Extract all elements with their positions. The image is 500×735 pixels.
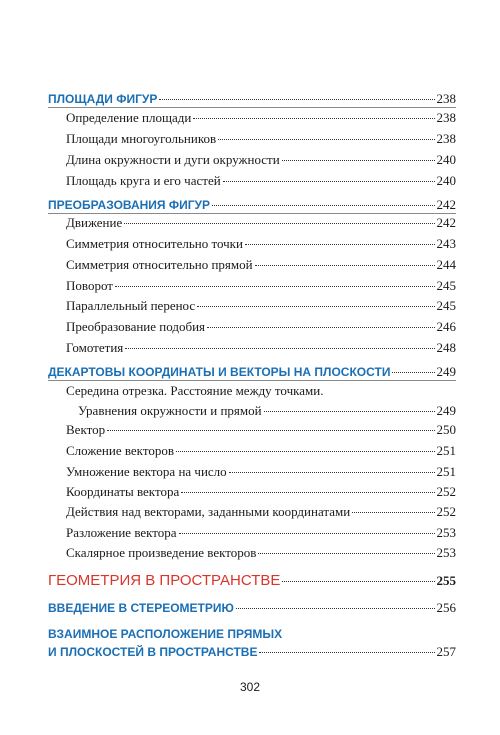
dot-leader (218, 138, 434, 140)
page-ref: 238 (436, 110, 456, 125)
toc-item[interactable] (66, 236, 456, 252)
toc-section-intro-stereometry[interactable] (48, 600, 456, 616)
dot-leader (124, 222, 434, 224)
page-ref: 251 (436, 464, 456, 479)
toc-item[interactable] (66, 545, 456, 561)
dot-leader (207, 326, 434, 328)
part-title: ГЕОМЕТРИЯ В ПРОСТРАНСТВЕ (48, 572, 281, 589)
dot-leader (229, 471, 435, 473)
toc-item[interactable] (66, 525, 456, 541)
item-label: Симметрия относительно прямой (66, 257, 253, 272)
item-label: Движение (66, 215, 123, 230)
toc-item[interactable] (66, 504, 456, 520)
page-ref: 253 (436, 545, 456, 560)
page-ref: 252 (436, 504, 456, 519)
page-ref: 245 (436, 298, 456, 313)
page-ref: 242 (436, 197, 456, 212)
page-ref: 244 (436, 257, 456, 272)
toc-item[interactable] (66, 152, 456, 168)
toc-item[interactable] (66, 319, 456, 335)
toc-item[interactable] (66, 215, 456, 231)
page-ref: 243 (436, 236, 456, 251)
dot-leader (258, 552, 434, 554)
dot-leader (193, 117, 434, 119)
item-label: Умножение вектора на число (66, 464, 227, 479)
page-ref: 240 (436, 173, 456, 188)
page-ref: 251 (436, 443, 456, 458)
item-label: Сложение векторов (66, 443, 174, 458)
page-ref: 253 (436, 525, 456, 540)
section-divider (48, 213, 456, 214)
item-label: Вектор (66, 422, 106, 437)
dot-leader (282, 580, 434, 582)
item-label: Площадь круга и его частей (66, 173, 221, 188)
section-title: ПРЕОБРАЗОВАНИЯ ФИГУР (48, 198, 211, 212)
dot-leader (282, 159, 435, 161)
dot-leader (125, 347, 434, 349)
toc-section-coordinates-vectors[interactable] (48, 364, 456, 380)
item-label: Гомотетия (66, 340, 124, 355)
section-divider (48, 107, 456, 108)
item-label: Координаты вектора (66, 484, 180, 499)
section-title: ДЕКАРТОВЫ КООРДИНАТЫ И ВЕКТОРЫ НА ПЛОСКОСТИ (48, 365, 391, 379)
dot-leader (176, 450, 435, 452)
section-title: ВВЕДЕНИЕ В СТЕРЕОМЕТРИЮ (48, 601, 234, 615)
dot-leader (181, 491, 434, 493)
toc-part-solid-geometry[interactable] (48, 572, 456, 589)
toc-item[interactable] (78, 403, 456, 419)
page-number: 302 (239, 680, 261, 694)
toc-item-first-line[interactable]: Середина отрезка. Расстояние между точками. (66, 383, 324, 398)
section-divider (48, 380, 456, 381)
toc-item[interactable] (66, 298, 456, 314)
toc-item[interactable] (66, 173, 456, 189)
dot-leader (236, 607, 435, 609)
page-ref: 252 (436, 484, 456, 499)
dot-leader (259, 651, 434, 653)
toc-item[interactable] (66, 464, 456, 480)
page-ref: 248 (436, 340, 456, 355)
toc-item[interactable] (66, 278, 456, 294)
page-ref: 249 (436, 403, 456, 418)
toc-section-transformations[interactable] (48, 197, 456, 213)
page-ref: 240 (436, 152, 456, 167)
dot-leader (255, 264, 435, 266)
item-label: Определение площади (66, 110, 192, 125)
item-label: Площади многоугольников (66, 131, 217, 146)
item-label: Длина окружности и дуги окружности (66, 152, 280, 167)
page-ref: 250 (436, 422, 456, 437)
dot-leader (392, 371, 434, 373)
page-ref: 249 (436, 364, 456, 379)
toc-item[interactable] (66, 131, 456, 147)
toc-item[interactable] (66, 110, 456, 126)
dot-leader (223, 180, 435, 182)
dot-leader (245, 243, 435, 245)
page-ref: 257 (436, 644, 456, 659)
page-ref: 256 (436, 600, 456, 615)
dot-leader (107, 429, 434, 431)
toc-section-areas[interactable] (48, 91, 456, 107)
toc-item[interactable] (66, 340, 456, 356)
item-label: Преобразование подобия (66, 319, 206, 334)
dot-leader (159, 98, 434, 100)
dot-leader (264, 410, 435, 412)
item-label: Действия над векторами, заданными координатами (66, 504, 351, 519)
toc-item[interactable] (66, 422, 456, 438)
item-label: Симметрия относительно точки (66, 236, 243, 251)
toc-item[interactable] (66, 443, 456, 459)
page-ref: 246 (436, 319, 456, 334)
item-label: Скалярное произведение векторов (66, 545, 257, 560)
item-label: Уравнения окружности и прямой (78, 403, 262, 418)
dot-leader (115, 285, 435, 287)
toc-item[interactable] (66, 484, 456, 500)
dot-leader (212, 204, 434, 206)
section-title-line1[interactable]: ВЗАИМНОЕ РАСПОЛОЖЕНИЕ ПРЯМЫХ (48, 627, 283, 641)
page-ref: 245 (436, 278, 456, 293)
item-label: Поворот (66, 278, 113, 293)
item-label: Разложение вектора (66, 525, 177, 540)
dot-leader (179, 532, 435, 534)
section-title: И ПЛОСКОСТЕЙ В ПРОСТРАНСТВЕ (48, 645, 258, 659)
dot-leader (352, 511, 434, 513)
page-ref: 242 (436, 215, 456, 230)
toc-item[interactable] (66, 257, 456, 273)
item-label: Параллельный перенос (66, 298, 196, 313)
toc-section-lines-planes[interactable] (48, 644, 456, 660)
page-ref: 238 (436, 91, 456, 106)
dot-leader (197, 305, 434, 307)
section-title: ПЛОЩАДИ ФИГУР (48, 92, 158, 106)
page-ref: 238 (436, 131, 456, 146)
page-ref: 255 (436, 573, 456, 588)
